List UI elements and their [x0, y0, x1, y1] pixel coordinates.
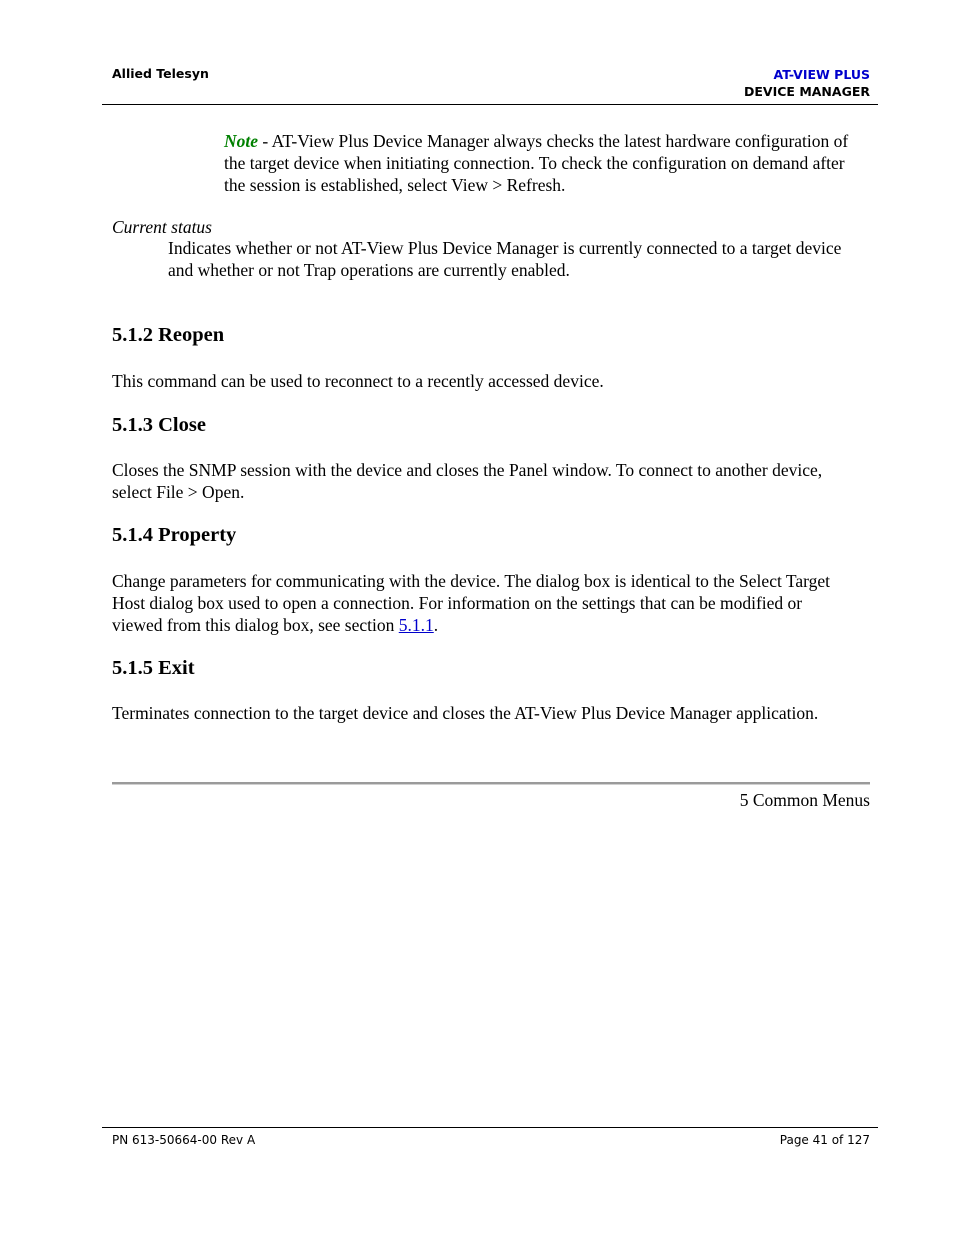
current-status-description: Indicates whether or not AT-View Plus Device Manager is currently connected to a target device and whether or not Trap operations are currently enabled.	[168, 238, 842, 280]
header-product-line2: DEVICE MANAGER	[744, 84, 870, 99]
section-body-reopen: This command can be used to reconnect to a recently accessed device.	[112, 371, 604, 391]
property-body-text: Change parameters for communicating with the device. The dialog box is identical to the Select Target Host dialog box used to open a connection. For information on the settings that can be modified or viewed from this dialog box, see section	[112, 571, 831, 635]
footer-page-number: Page 41 of 127	[779, 1133, 870, 1147]
header-product	[744, 66, 870, 100]
section-heading-property: 5.1.4 Property	[112, 524, 237, 546]
section-5-1-1-link[interactable]: 5.1.1	[398, 615, 434, 635]
section-body-exit: Terminates connection to the target device and closes the AT-View Plus Device Manager application.	[112, 703, 819, 723]
section-body-property	[112, 570, 857, 636]
current-status-term: Current status	[112, 217, 212, 237]
chapter-divider	[112, 782, 870, 785]
section-heading-exit: 5.1.5 Exit	[112, 657, 195, 679]
note-text: - AT-View Plus Device Manager always checks the latest hardware configuration of the target device when initiating connection. To check the configuration on demand after the session is established, select View > Refresh.	[224, 131, 849, 195]
header-divider	[102, 104, 878, 105]
note-block	[224, 130, 864, 196]
header-product-line1: AT-VIEW PLUS	[773, 67, 870, 82]
section-heading-reopen: 5.1.2 Reopen	[112, 324, 225, 346]
footer-divider	[102, 1127, 878, 1128]
header-company: Allied Telesyn	[112, 66, 209, 81]
note-label: Note	[224, 131, 259, 151]
section-body-close: Closes the SNMP session with the device and closes the Panel window. To connect to another device, select File > Open.	[112, 460, 823, 502]
chapter-footer: 5 Common Menus	[739, 790, 870, 810]
property-body-end: .	[433, 615, 439, 635]
footer-part-number: PN 613-50664-00 Rev A	[112, 1133, 256, 1147]
section-heading-close: 5.1.3 Close	[112, 414, 206, 436]
